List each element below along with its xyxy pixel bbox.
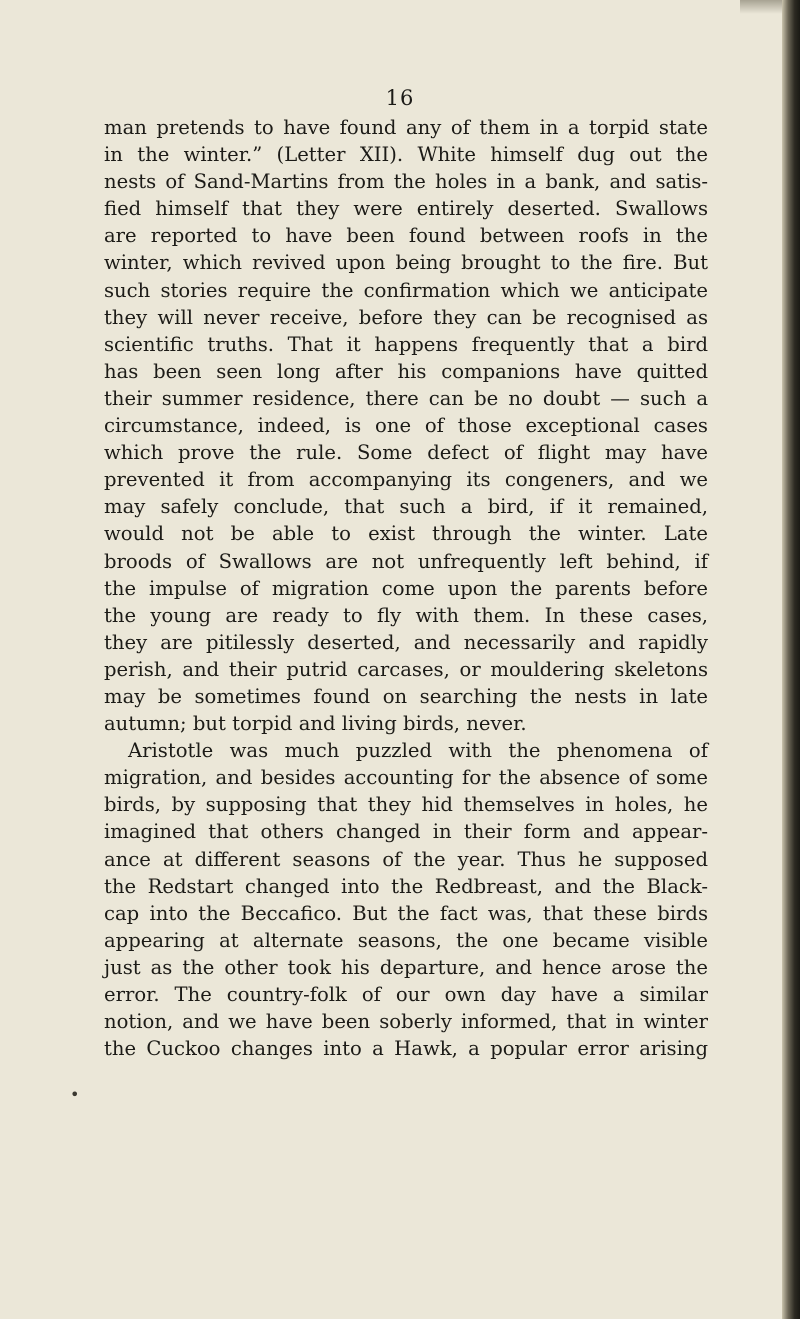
text-line: perish, and their putrid carcases, or mouldering skeletons <box>104 657 708 681</box>
text-line: appearing at alternate seasons, the one became visible <box>104 928 708 952</box>
text-line: migration, and besides accounting for the absence of some <box>104 766 708 790</box>
text-line: may be sometimes found on searching the nests in late <box>104 684 708 708</box>
text-line: cap into the Beccafico. But the fact was, that these birds <box>104 901 708 925</box>
body-text <box>104 114 708 1062</box>
text-line: the young are ready to fly with them. In these cases, <box>104 603 708 627</box>
text-line: error. The country-folk of our own day have a similar <box>104 983 708 1006</box>
text-line: fied himself that they were entirely deserted. Swallows <box>104 197 708 221</box>
text-line: the impulse of migration come upon the parents before <box>104 576 708 600</box>
text-line: broods of Swallows are not unfrequently left behind, if <box>104 549 708 573</box>
text-line: they are pitilessly deserted, and necessarily and rapidly <box>104 630 708 654</box>
text-line: birds, by supposing that they hid themselves in holes, he <box>104 793 708 817</box>
text-line: the Redstart changed into the Redbreast, and the Black- <box>104 874 708 898</box>
text-line: the Cuckoo changes into a Hawk, a popular error arising <box>104 1037 708 1061</box>
text-line: has been seen long after his companions have quitted <box>104 359 708 383</box>
text-line: in the winter.” (Letter XII). White himself dug out the <box>104 143 708 167</box>
text-line: their summer residence, there can be no doubt — such a <box>104 386 708 410</box>
text-line: are reported to have been found between roofs in the <box>104 224 708 248</box>
page-number: 16 <box>385 86 415 110</box>
text-line: which prove the rule. Some defect of flight may have <box>104 441 708 465</box>
text-line: imagined that others changed in their form and appear- <box>104 820 708 844</box>
text-line: man pretends to have found any of them in a torpid state <box>104 116 708 139</box>
text-line: scientific truths. That it happens frequently that a bird <box>104 332 708 356</box>
text-line: would not be able to exist through the winter. Late <box>104 522 708 546</box>
text-line: just as the other took his departure, and hence arose the <box>104 955 708 979</box>
text-line: they will never receive, before they can be recognised as <box>104 305 708 329</box>
paragraph-end-line: autumn; but torpid and living birds, never. <box>104 712 527 736</box>
text-line: ance at different seasons of the year. Thus he supposed <box>104 847 708 871</box>
text-line: notion, and we have been soberly informed, that in winter <box>104 1010 708 1034</box>
binding-edge <box>782 0 800 1319</box>
margin-mark: • <box>70 1085 80 1104</box>
text-line: winter, which revived upon being brought to the fire. But <box>104 251 708 275</box>
text-line: such stories require the confirmation which we anticipate <box>104 278 708 302</box>
text-line: circumstance, indeed, is one of those exceptional cases <box>104 414 708 438</box>
text-line: may safely conclude, that such a bird, if it remained, <box>104 495 708 519</box>
paragraph-start-line: Aristotle was much puzzled with the phenomena of <box>128 739 708 763</box>
text-line: prevented it from accompanying its congeners, and we <box>104 468 708 492</box>
text-line: nests of Sand-Martins from the holes in a bank, and satis- <box>104 170 708 194</box>
